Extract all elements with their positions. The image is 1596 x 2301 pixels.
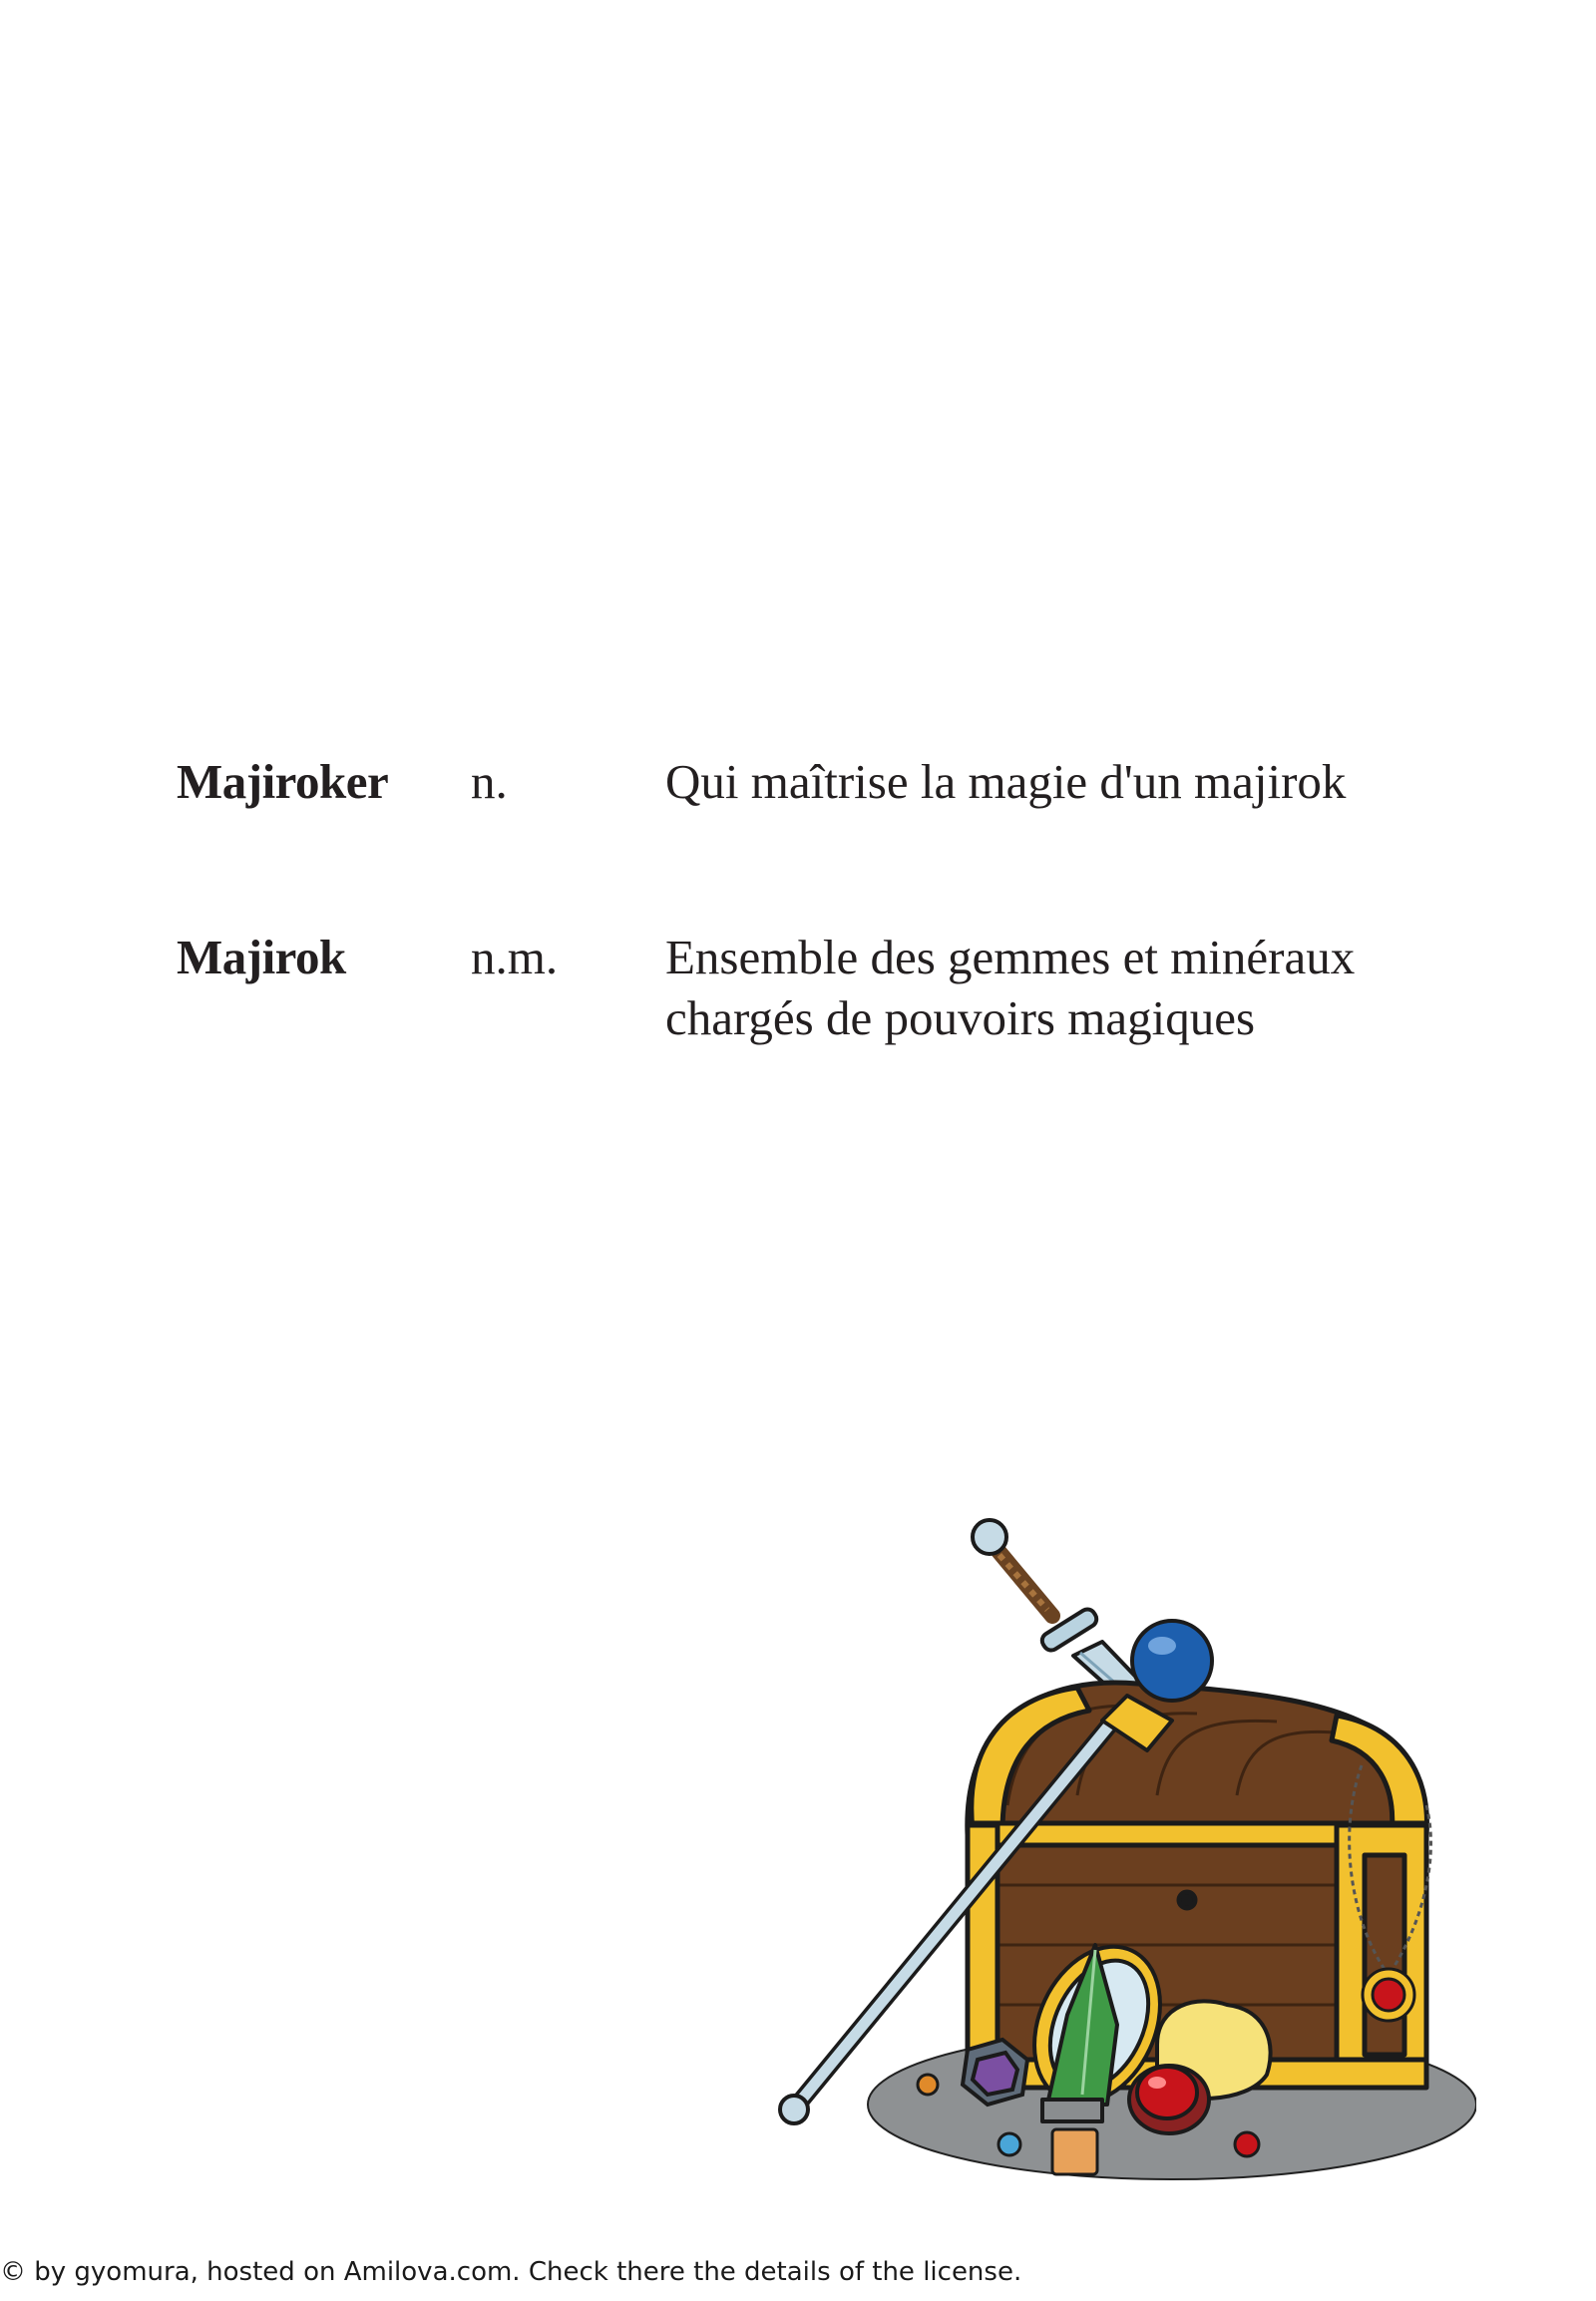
entry-part-of-speech: n. [471, 754, 508, 809]
entry-term: Majirok [177, 930, 346, 984]
amethyst-icon [963, 2040, 1027, 2105]
entry-term: Majiroker [177, 754, 389, 809]
definition-line: Qui maîtrise la magie d'un majirok [665, 754, 1347, 809]
treasure-chest-illustration [778, 1506, 1476, 2204]
entry-definition [665, 927, 1423, 1048]
ruby-icon [1129, 2066, 1209, 2133]
entry-definition [665, 751, 1423, 812]
definition-line: Ensemble des gemmes et minéraux [665, 930, 1356, 984]
entry-part-of-speech: n.m. [471, 930, 559, 984]
license-credit: © by gyomura, hosted on Amilova.com. Check there the details of the license. [0, 2257, 1022, 2287]
definition-line: chargés de pouvoirs magiques [665, 990, 1256, 1045]
